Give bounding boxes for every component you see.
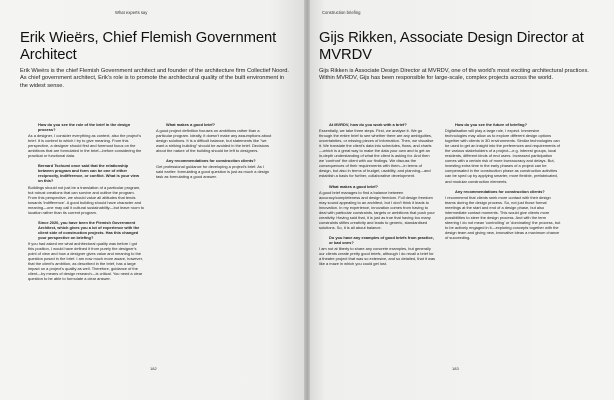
interview-answer: A good brief manages to find a balance between accuracy/completeness and design freedom. Full design freedom may sound appealing to an architect, but I don't think it leads to innovation. In my experience, innovation comes from having to deal with particular constraints, targets or ambitions that push your creativity. Having said that, it is just as true that having too many constraints stifles creativity and leads to generic, standardised solutions. So, it is all about balance. — [319, 189, 435, 230]
left-column-2 — [156, 122, 272, 184]
left-page-title: Erik Wieërs, Chief Flemish Government Architect — [20, 30, 277, 63]
page-number-right: 183 — [452, 366, 459, 371]
interview-question: What makes a good brief? — [166, 122, 216, 127]
right-intro: Gijs Rikken is Associate Design Director at MVRDV, one of the world's most exciting architectural practices. Within MVRDV, Gijs has been responsible for large-scale, complex projects across the world. — [319, 68, 589, 82]
book-gutter — [304, 0, 310, 400]
right-page-title: Gijs Rikken, Associate Design Director at MVRDV — [319, 30, 584, 63]
interview-answer: Digitalisation will play a large role, I expect. Immersive technologies may allow us to explore different design options together with clients in 3D environments. Similar technologies can be used to get an insight into the preferences and requirements of the various stakeholders of a project—e.g. interest groups, local residents, different kinds of end users. Increased participation comes with a certain risk of more bureaucracy and delays. But, investing extra time in the early phases of a project can be compensated in the construction phase as construction activities can be sped up by applying smarter, more flexible, prefabricated, and modular construction elements. — [445, 128, 560, 184]
left-column-1 — [28, 122, 144, 286]
running-head-left: What experts say — [115, 10, 148, 15]
interview-question: Any recommendations for construction clients? — [166, 158, 256, 164]
right-page — [307, 0, 614, 400]
running-head-right: Construction briefing — [322, 10, 361, 15]
right-column-1 — [319, 122, 435, 271]
interview-question: Bernard Tschumi once said that the relationship between program and form can be one of either reciprocity, indifference, or conflict. What is your view on this? — [38, 163, 140, 184]
interview-question: At MVRDV, how do you work with a brief? — [329, 122, 407, 127]
interview-question: Any recommendations for construction clients? — [455, 188, 545, 194]
interview-question: How do you see the future of briefing? — [455, 122, 527, 127]
interview-answer: Buildings should not just be a translation of a particular program, but robust creations that can survive and outlive the program. From this perspective, we should value all attitudes that tends towards 'indifference'. A good building should have character and meaning—one may call it cultural sustainability—but leave room to location rather than its current program. — [28, 184, 144, 215]
interview-question: How do you see the role of the brief in the design process? — [38, 122, 131, 133]
interview-answer: A good project definition focuses on ambitions rather than a particular program. Ideally, it doesn't make any assumptions about design solutions. It is a difficult balance, but statements like "we want a striking building" should be avoided in the brief. Decisions about the nature of the building should be left to designers. — [156, 128, 272, 154]
page-number-left: 182 — [150, 366, 157, 371]
left-intro: Erik Wieërs is the chief Flemish Government architect and founder of the architecture firm Collectief Noord. As chief government architect, Erik's role is to promote the architectural quality of the built environment in the widest sense. — [20, 68, 290, 89]
interview-question: Do you have any examples of good briefs from practice, or bad ones? — [329, 234, 434, 245]
interview-answer: I am not at liberty to share any concrete examples, but generally our clients create pretty good briefs, although I do recall a brief for a theatre project that was so extensive, and so detailed, that it was like a maze in which you could get lost. — [319, 246, 436, 267]
interview-answer: As a designer, I consider everything as context, also the project's brief. It is context to which I try to give meaning. From this perspective, a designer should first and foremost focus on the ambitions that are formulated in the brief—before considering the practical or functional data. — [28, 133, 142, 159]
interview-answer: Get professional guidance for developing a project's brief. As I said earlier: formulating a good question is just as much a design task as formulating a good answer. — [156, 164, 270, 180]
interview-answer: I recommend that clients seek more contact with their design teams during the design process. So, not just those formal meetings at the start and end of a design phase, but also intermediate contact moments. This would give clients more possibilities to steer the design process. And with the term steering I do not mean 'controlling' or 'dominating' the process, but to be actively engaged in it—exploring concepts together with the design team and giving new, innovative ideas a maximum chance of succeeding. — [445, 194, 561, 240]
right-column-2 — [445, 122, 561, 245]
interview-question: What makes a good brief? — [329, 183, 379, 189]
interview-question: Since 2020, you have been the Flemish Government Architect, which gives you a lot of experience with the client side of construction projects. Has this changed your perspective on briefing? — [38, 219, 140, 240]
interview-answer: Essentially, we take three steps. First, we analyse it. We go through the entire brief to see whether there are any ambiguities, uncertainties, or missing pieces of information. Then, we visualise it. We translate the client's data into schedules, flows, and charts—which is a great way to make the data your own and to get an in-depth understanding of what the client is asking for. And then we 'confront' the client with our findings. We discuss the consequences of their requirements with them—in terms of design, but also in terms of budget, usability, and planning—and establish a basis for further, collaborative development. — [319, 128, 434, 179]
interview-answer: If you had asked me what architectural quality was before I got this position, I would have defined it from purely the designer's point of view and how a designer gives value and meaning to the question posed in the brief. I am now much more aware, however, that the client's ambition, as described in the brief, has a large impact on a project's quality as well. Therefore, guidance of the client—by means of design research—is critical. You need a clear question to be able to formulate a clear answer. — [28, 240, 143, 282]
